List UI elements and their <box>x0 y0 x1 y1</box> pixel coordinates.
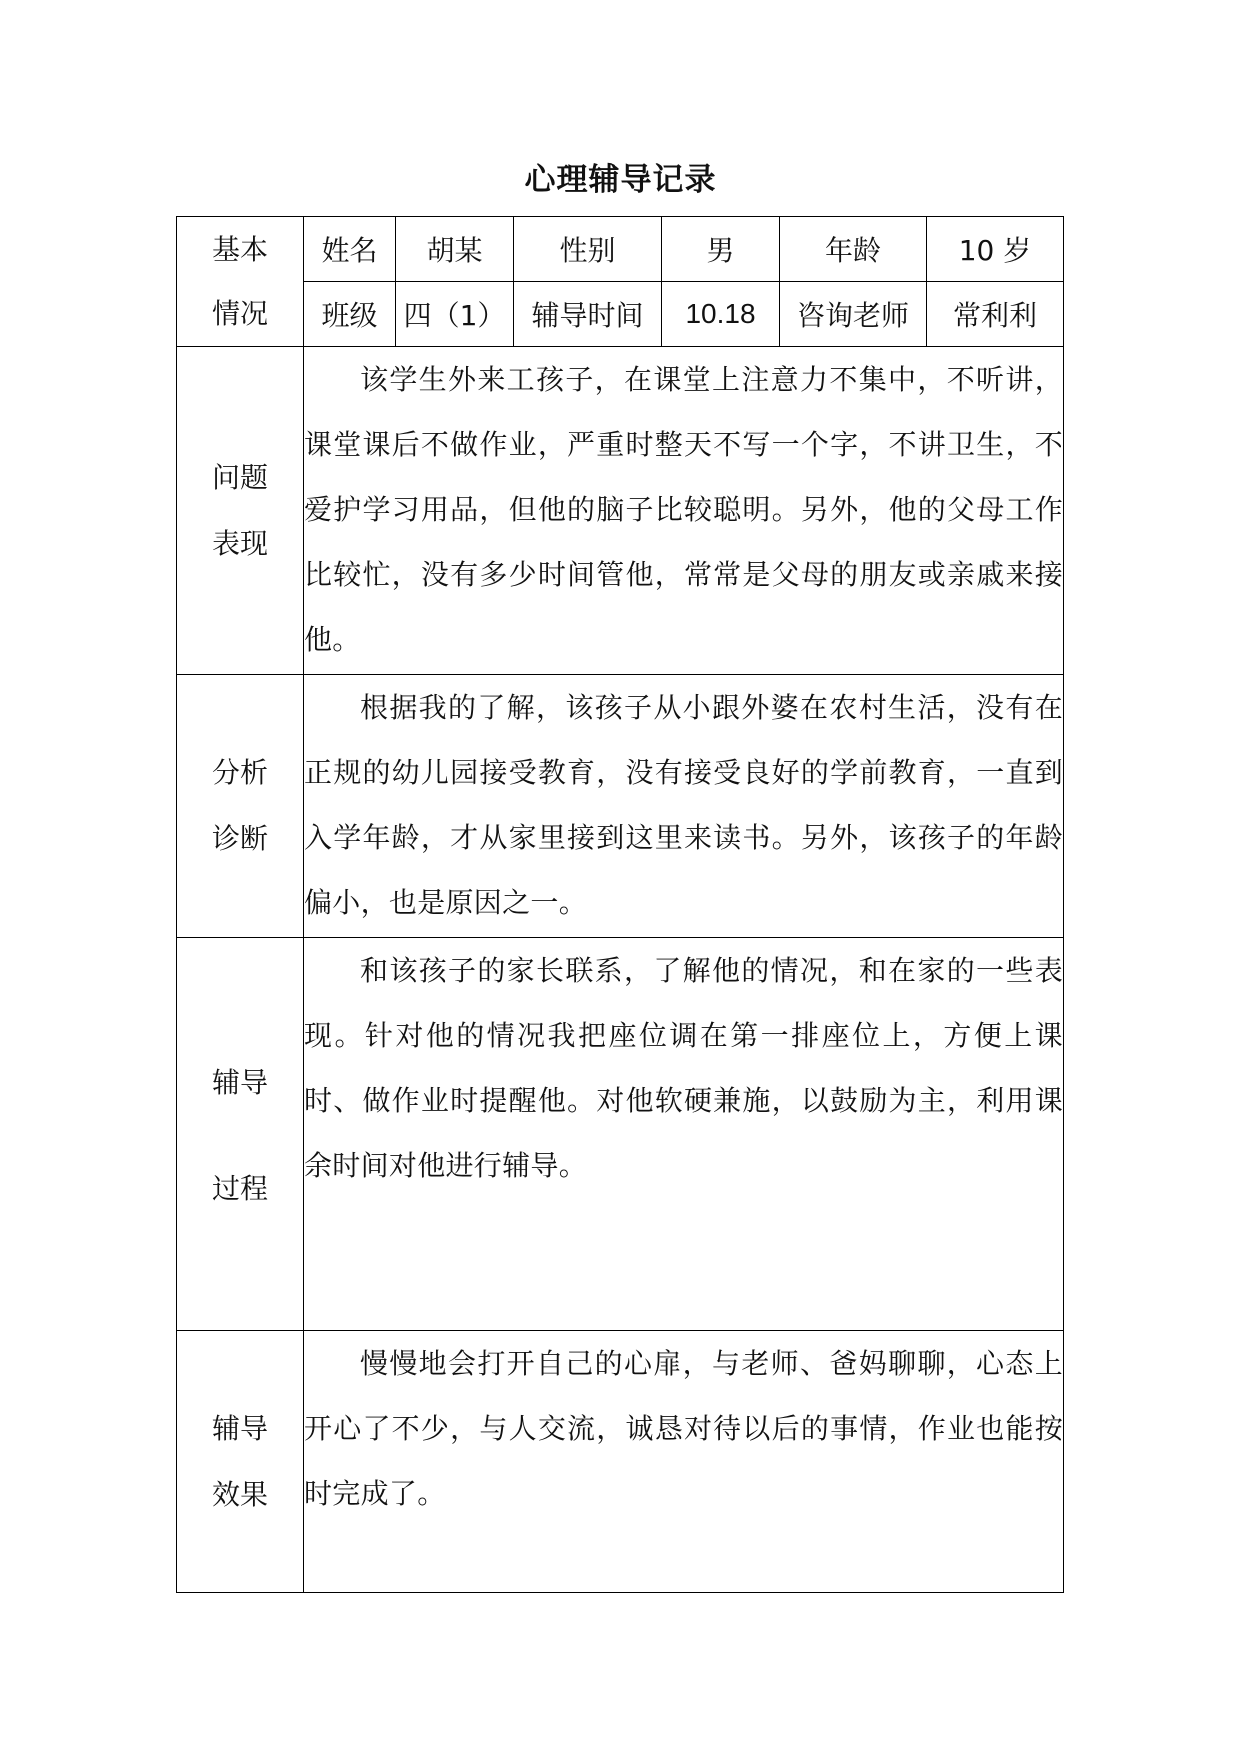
analysis-label-line-1: 分析 <box>211 756 268 789</box>
analysis-content-cell <box>304 675 1064 938</box>
basic-info-row-1 <box>177 217 1064 282</box>
name-label: 姓名 <box>304 217 396 282</box>
problem-label-line-1: 问题 <box>211 460 268 494</box>
problem-label <box>177 347 304 675</box>
effect-content-cell <box>304 1331 1064 1593</box>
process-row <box>177 938 1064 1331</box>
process-content-cell <box>304 938 1064 1331</box>
page-title: 心理辅导记录 <box>524 162 717 198</box>
analysis-row <box>177 675 1064 938</box>
class-label: 班级 <box>304 282 396 347</box>
analysis-text: 根据我的了解，该孩子从小跟外婆在农村生活，没有在正规的幼儿园接受教育，没有接受良好的学前教育，一直到入学年龄，才从家里接到这里来读书。另外，该孩子的年龄偏小，也是原因之一。 <box>304 691 1063 919</box>
process-label <box>177 938 304 1331</box>
analysis-label-line-2: 诊断 <box>211 822 268 855</box>
name-value: 胡某 <box>396 217 514 282</box>
effect-text: 慢慢地会打开自己的心扉，与老师、爸妈聊聊，心态上开心了不少，与人交流，诚恳对待以后的事情，作业也能按时完成了。 <box>304 1347 1063 1510</box>
teacher-value: 常利利 <box>927 282 1064 347</box>
effect-row <box>177 1331 1064 1593</box>
age-label: 年龄 <box>780 217 927 282</box>
process-text: 和该孩子的家长联系，了解他的情况，和在家的一些表现。针对他的情况我把座位调在第一排座位上，方便上课时、做作业时提醒他。对他软硬兼施，以鼓励为主，利用课余时间对他进行辅导。 <box>304 954 1063 1182</box>
analysis-label <box>177 675 304 938</box>
age-value: 10 岁 <box>927 217 1064 282</box>
problem-text: 该学生外来工孩子，在课堂上注意力不集中，不听讲，课堂课后不做作业，严重时整天不写一个字，不讲卫生，不爱护学习用品，但他的脑子比较聪明。另外，他的父母工作比较忙，没有多少时间管他，常常是父母的朋友或亲戚来接他。 <box>304 363 1063 656</box>
basic-info-label <box>177 217 304 347</box>
counseling-time-label: 辅导时间 <box>514 282 662 347</box>
gender-value: 男 <box>662 217 780 282</box>
effect-label-line-1: 辅导 <box>211 1411 268 1445</box>
teacher-label: 咨询老师 <box>780 282 927 347</box>
process-label-line-2: 过程 <box>211 1172 268 1205</box>
basic-info-label-line-1: 基本 <box>211 232 268 266</box>
gender-label: 性别 <box>514 217 662 282</box>
basic-info-label-line-2: 情况 <box>211 296 268 330</box>
basic-info-row-2 <box>177 282 1064 347</box>
problem-row <box>177 347 1064 675</box>
effect-label-line-2: 效果 <box>211 1477 268 1511</box>
counseling-time-value: 10.18 <box>662 282 780 347</box>
problem-content-cell <box>304 347 1064 675</box>
counseling-record-table <box>176 216 1064 1593</box>
problem-label-line-2: 表现 <box>211 526 268 560</box>
process-label-line-1: 辅导 <box>211 1066 268 1099</box>
class-value: 四（1） <box>396 282 514 347</box>
effect-label <box>177 1331 304 1593</box>
